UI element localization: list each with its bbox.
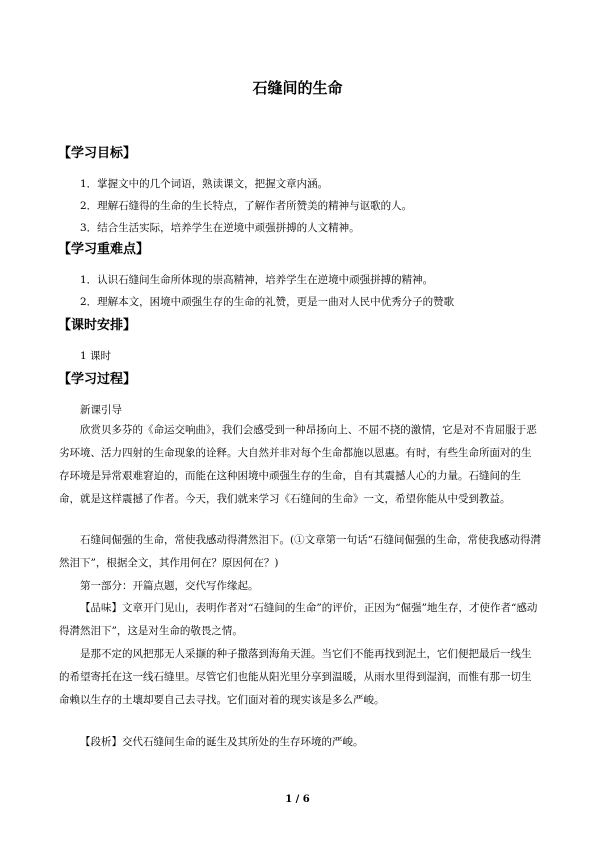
document-title: 石缝间的生命 [252,79,343,97]
key-point-item-2: 2．理解本文，困境中顽强生存的生命的礼赞，更是一曲对人民中优秀分子的赞歌 [80,296,455,308]
section-heading-schedule: 【课时安排】 [58,318,137,333]
process-paragraph-5: 是那不定的风把那无人采撷的种子撒落到海角天涯。当它们不能再找到泥土，它们便把最后一线生的希望寄托在这一线石缝里。尽管它们也能从阳光里分享到温暖，从雨水里得到湿润，而惟有那一切生命赖以生存的土壤却要自己去寻找。它们面对着的现实该是多么严峻。 [59,648,532,706]
goal-item-2: 2．理解石缝得的生命的生长特点，了解作者所赞美的精神与讴歌的人。 [80,200,413,212]
process-paragraph-6: 【段析】交代石缝间生命的诞生及其所处的生存环境的严峻。 [80,736,364,748]
process-paragraph-4: 【品味】文章开门见山，表明作者对“石缝间的生命”的评价，正因为“倔强”地生存，才使作者“感动得潸然泪下”，这是对生命的敬畏之情。 [59,602,538,637]
section-heading-goals: 【学习目标】 [58,146,137,161]
page-number: 1 / 6 [285,794,310,805]
process-paragraph-3: 第一部分：开篇点题，交代写作缘起。 [80,580,259,592]
key-point-item-1: 1．认识石缝间生命所体现的崇高精神，培养学生在逆境中顽强拼搏的精神。 [80,274,434,286]
section-heading-key-points: 【学习重难点】 [58,242,150,257]
process-paragraph-2: 石缝间倔强的生命，常使我感动得潸然泪下。(①文章第一句话“石缝间倔强的生命，常使我感动得潸然泪下”，根据全文，其作用何在？原因何在？) [59,534,541,569]
process-paragraph-1: 欣赏贝多芬的《命运交响曲》，我们会感受到一种昂扬向上、不屈不挠的激情，它是对不肯屈服于恶劣环境、活力四射的生命现象的诠释。大自然并非对每个生命都施以恩惠。有时，有些生命所面对的生存环境是异常艰难窘迫的，而能在这种困境中顽强生存的生命，自有其震撼人心的力量。石缝间的生命，就是这样震撼了作者。今天，我们就来学习《石缝间的生命》一文，希望你能从中受到教益。 [59,424,537,505]
goal-item-3: 3．结合生活实际，培养学生在逆境中顽强拼搏的人文精神。 [80,222,360,234]
schedule-text: 1 课时 [80,350,112,362]
process-subheading: 新课引导 [80,404,122,416]
goal-item-1: 1．掌握文中的几个词语，熟读课文，把握文章内涵。 [80,178,329,190]
section-heading-process: 【学习过程】 [58,372,137,387]
